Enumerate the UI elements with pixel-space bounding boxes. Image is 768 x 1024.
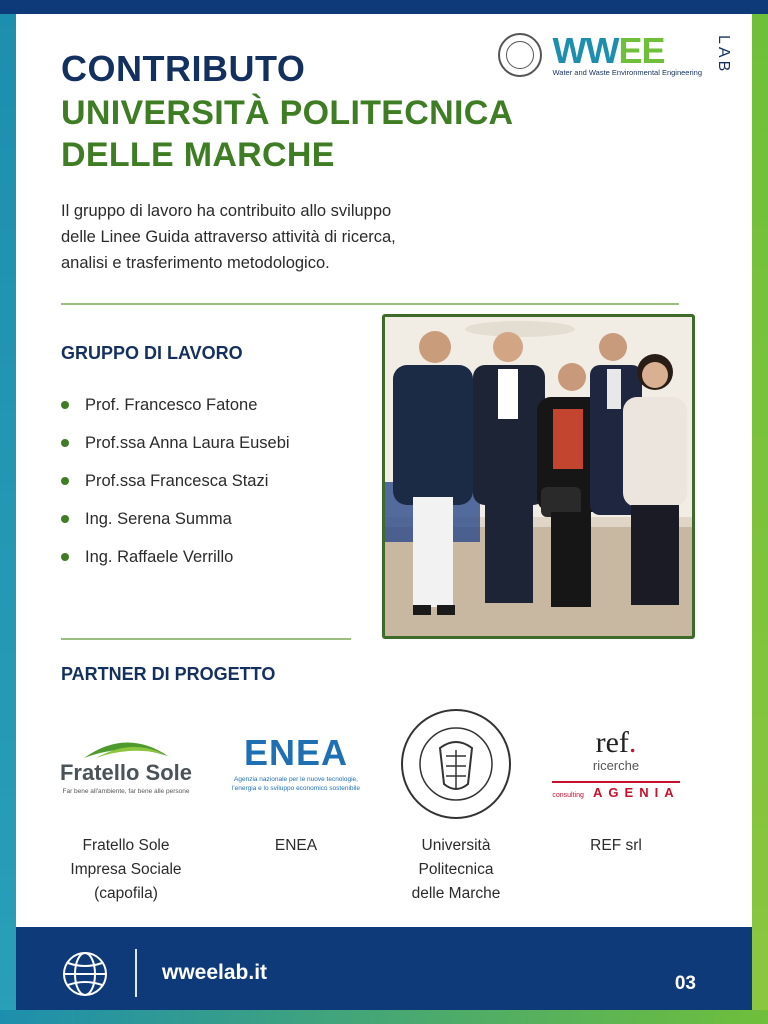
team-member bbox=[61, 462, 290, 500]
partner-name: ENEA bbox=[274, 837, 318, 854]
team-member-name: Ing. Serena Summa bbox=[85, 509, 232, 528]
page-title-line3: DELLE MARCHE bbox=[61, 136, 335, 174]
partner-name bbox=[376, 834, 536, 906]
frame-top-stripe bbox=[0, 0, 768, 14]
intro-paragraph bbox=[61, 198, 481, 276]
page-number: 03 bbox=[674, 973, 696, 994]
intro-line: Il gruppo di lavoro ha contribuito allo sviluppo bbox=[61, 202, 392, 220]
partner-name: REF srl bbox=[590, 837, 642, 854]
wweelab-logo bbox=[552, 32, 702, 77]
team-member bbox=[61, 386, 290, 424]
partners-list bbox=[46, 704, 726, 904]
page-title-line1: CONTRIBUTO bbox=[61, 48, 306, 89]
partner-name-line: Università bbox=[421, 837, 491, 854]
team-member bbox=[61, 538, 290, 576]
footer-separator bbox=[135, 949, 137, 997]
partner-ref bbox=[536, 704, 696, 858]
partner-fratello-sole bbox=[46, 704, 206, 906]
partner-name-line: delle Marche bbox=[411, 885, 501, 902]
team-member-name: Prof.ssa Francesca Stazi bbox=[85, 471, 269, 490]
partner-univpm bbox=[376, 704, 536, 906]
team-member-list bbox=[61, 386, 290, 576]
enea-logo bbox=[216, 704, 376, 824]
footer-website-link[interactable]: wweelab.it bbox=[162, 961, 268, 984]
wweelab-logo-word: WWEE bbox=[552, 30, 665, 71]
frame-bottom-stripe bbox=[0, 1010, 768, 1024]
page-title-university bbox=[61, 92, 513, 176]
page bbox=[16, 14, 752, 1010]
team-photo-illustration bbox=[385, 317, 692, 636]
team-member-name: Prof. Francesco Fatone bbox=[85, 395, 258, 414]
enea-tagline-line: l'energia e lo sviluppo economico sostenibile bbox=[231, 785, 361, 792]
divider bbox=[61, 638, 351, 640]
header-logos bbox=[498, 32, 732, 77]
fratello-sole-arc-icon bbox=[76, 734, 176, 760]
bullet-icon bbox=[61, 515, 69, 523]
ref-logo-dot: . bbox=[628, 726, 637, 759]
ref-logo-sub: ricerche bbox=[592, 758, 640, 773]
intro-line: analisi e trasferimento metodologico. bbox=[61, 254, 330, 272]
agenia-consulting: consulting bbox=[552, 792, 584, 799]
bullet-icon bbox=[61, 553, 69, 561]
partner-name-line: Fratello Sole bbox=[82, 837, 170, 854]
ref-ricerche-logo bbox=[536, 704, 696, 824]
partner-enea bbox=[216, 704, 376, 858]
ref-logo-text: ref bbox=[595, 726, 629, 759]
bullet-icon bbox=[61, 477, 69, 485]
team-member-name: Ing. Raffaele Verrillo bbox=[85, 547, 234, 566]
partner-name-line: Impresa Sociale bbox=[70, 861, 182, 878]
intro-line: delle Linee Guida attraverso attività di ricerca, bbox=[61, 228, 396, 246]
team-member-name: Prof.ssa Anna Laura Eusebi bbox=[85, 433, 290, 452]
team-photo bbox=[382, 314, 695, 639]
divider bbox=[61, 303, 679, 305]
agenia-word: AGENIA bbox=[593, 785, 680, 800]
enea-tagline-line: Agenzia nazionale per le nuove tecnologie, bbox=[234, 776, 358, 783]
globe-icon bbox=[62, 951, 108, 997]
ref-logo-word bbox=[552, 728, 679, 758]
team-section-title: GRUPPO DI LAVORO bbox=[61, 343, 243, 363]
footer-bar bbox=[16, 927, 752, 1010]
wweelab-logo-subtitle: Water and Waste Environmental Engineering bbox=[552, 68, 702, 77]
univpm-seal-icon bbox=[498, 33, 542, 77]
team-member bbox=[61, 500, 290, 538]
partner-name bbox=[46, 834, 206, 906]
partners-section-title: PARTNER DI PROGETTO bbox=[61, 664, 276, 684]
partner-name-line: Politecnica bbox=[418, 861, 494, 878]
bullet-icon bbox=[61, 401, 69, 409]
fratello-sole-logo bbox=[46, 704, 206, 824]
partner-name-line: (capofila) bbox=[94, 885, 158, 902]
wweelab-logo-lab: LAB bbox=[715, 34, 732, 75]
fratello-sole-logo-word: Fratello Sole bbox=[59, 759, 193, 785]
frame-left-stripe bbox=[0, 0, 16, 1024]
univpm-seal-logo bbox=[376, 704, 536, 824]
team-member bbox=[61, 424, 290, 462]
bullet-icon bbox=[61, 439, 69, 447]
agenia-logo-word bbox=[552, 781, 679, 800]
enea-logo-word: ENEA bbox=[243, 732, 348, 773]
frame-right-stripe bbox=[752, 0, 768, 1024]
univpm-seal-icon bbox=[400, 708, 512, 820]
page-title-line2: UNIVERSITÀ POLITECNICA bbox=[61, 94, 514, 132]
enea-logo-tagline bbox=[232, 775, 360, 793]
fratello-sole-tagline: Far bene all'ambiente, far bene alle persone bbox=[62, 787, 190, 795]
